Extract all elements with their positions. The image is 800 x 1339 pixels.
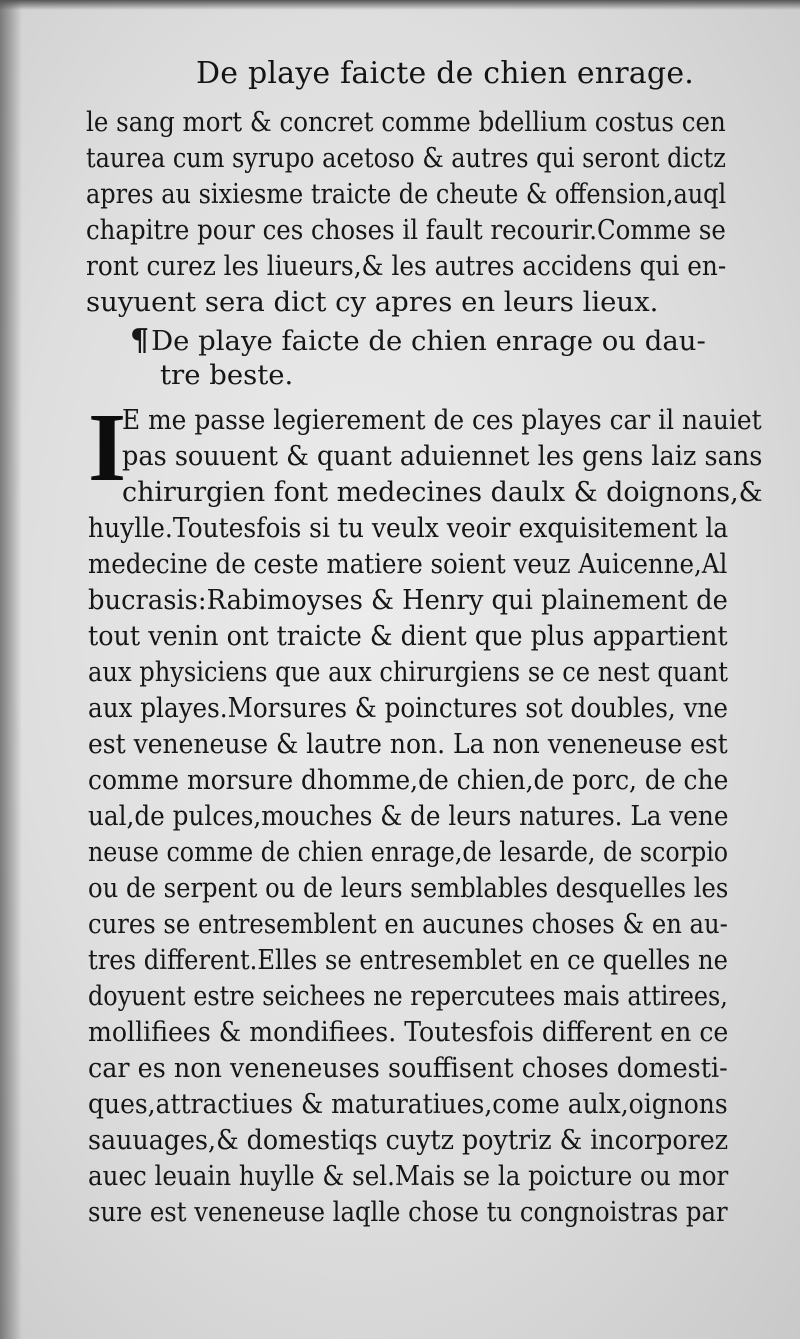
text-line: aux physiciens que aux chirurgiens se ce nest quant — [88, 656, 728, 688]
text-line: aux playes.Morsures & poinctures sot doubles, vne — [88, 692, 728, 724]
text-line: doyuent estre seichees ne repercutees mais attirees, — [88, 980, 728, 1012]
text-line: ou de serpent ou de leurs semblables desquelles les — [88, 872, 729, 904]
text-line: le sang mort & concret comme bdellium costus cen — [86, 106, 726, 138]
page-edge-shadow — [0, 0, 22, 1339]
text-line: suyuent sera dict cy apres en leurs lieux. — [86, 286, 659, 318]
text-line: tout venin ont traicte & dient que plus appartient — [88, 620, 728, 652]
text-line: mollifiees & mondifiees. Toutesfois different en ce — [88, 1016, 729, 1048]
text-line: ual,de pulces,mouches & de leurs natures. La vene — [88, 800, 729, 832]
text-line: sure est veneneuse laqlle chose tu congnoistras par — [88, 1196, 728, 1228]
text-line: cures se entresemblent en aucunes choses & en au- — [88, 908, 728, 940]
text-line: pas souuent & quant aduiennet les gens laiz sans — [122, 440, 763, 472]
text-line: sauuages,& domestiqs cuytz poytriz & incorporez — [88, 1124, 729, 1156]
text-line: taurea cum syrupo acetoso & autres qui seront dictz — [86, 142, 726, 174]
text-line: huylle.Toutesfois si tu veulx veoir exquisitement la — [88, 512, 729, 544]
heading-line: tre beste. — [160, 359, 294, 391]
text-line: comme morsure dhomme,de chien,de porc, de che — [88, 764, 729, 796]
text-line: medecine de ceste matiere soient veuz Auicenne,Al — [88, 548, 728, 580]
text-line: neuse comme de chien enrage,de lesarde, de scorpio — [88, 836, 729, 868]
text-line: E me passe legierement de ces playes car il nauiet — [122, 404, 762, 436]
pilcrow-mark: ¶ — [130, 323, 150, 358]
text-line: car es non veneneuses souffisent choses domesti- — [88, 1052, 728, 1084]
text-line: chapitre pour ces choses il fault recourir.Comme se — [86, 214, 726, 246]
heading-line — [130, 323, 706, 359]
running-head: De playe faicte de chien enrage. — [196, 56, 695, 91]
text-line: bucrasis:Rabimoyses & Henry qui plainement de — [88, 584, 728, 616]
text-line: ront curez les liueurs,& les autres accidens qui en- — [86, 250, 727, 282]
text-line: apres au sixiesme traicte de cheute & offension,auql — [86, 178, 727, 210]
text-line: ques,attractiues & maturatiues,come aulx,oignons — [88, 1088, 728, 1120]
drop-cap: I — [88, 394, 127, 502]
text-line: est veneneuse & lautre non. La non veneneuse est — [88, 728, 728, 760]
text-line: chirurgien font medecines daulx & doignons,& — [122, 476, 763, 508]
page-top-shadow — [0, 0, 800, 10]
text-line: auec leuain huylle & sel.Mais se la poicture ou mor — [88, 1160, 729, 1192]
text-line: tres different.Elles se entresemblet en ce quelles ne — [88, 944, 728, 976]
heading-text: De playe faicte de chien enrage ou dau- — [151, 325, 706, 357]
